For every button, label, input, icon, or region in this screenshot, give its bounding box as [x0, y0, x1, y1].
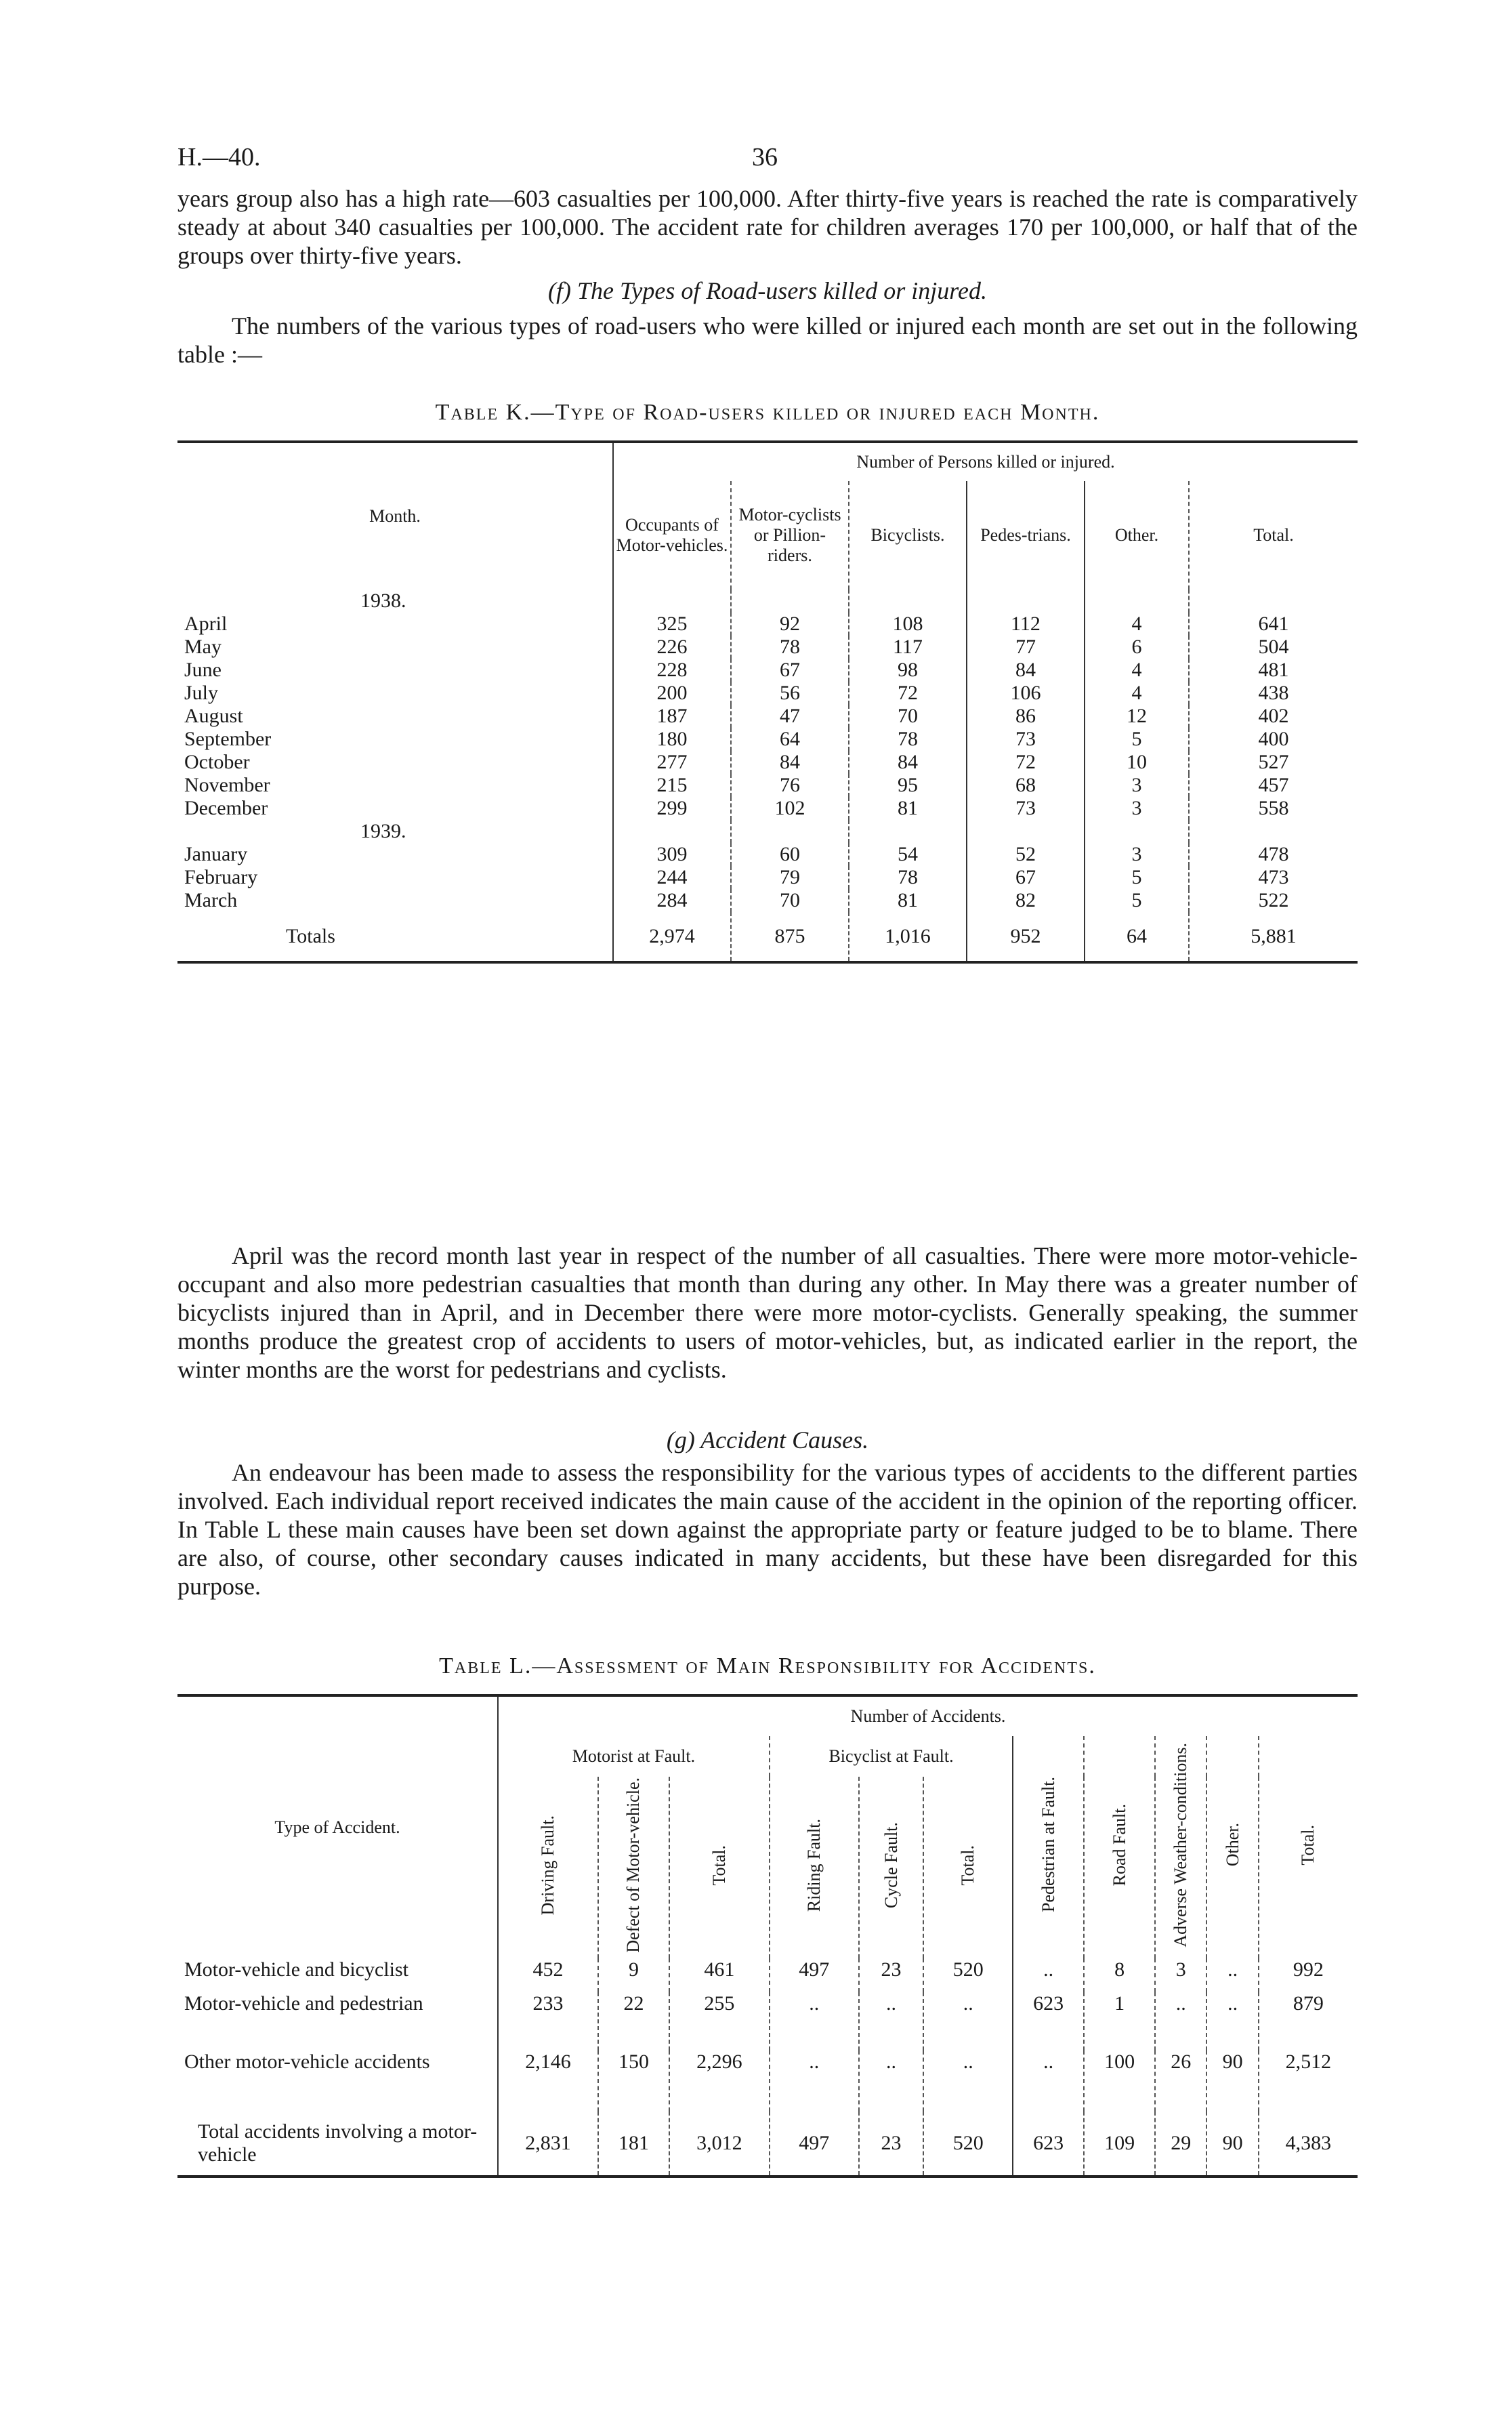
- year-label: 1938.: [360, 590, 406, 612]
- table-l: [177, 1694, 1358, 2178]
- month-cell: July: [184, 682, 219, 704]
- cell: 1,016: [849, 912, 967, 962]
- cell: 12: [1085, 705, 1189, 728]
- cell: 3: [1085, 774, 1189, 797]
- col-adverse-weather: Adverse Weather-conditions.: [1155, 1736, 1206, 1958]
- motorist-header: Motorist at Fault.: [498, 1736, 770, 1777]
- cell: 299: [613, 797, 731, 820]
- cell: 106: [967, 682, 1085, 705]
- col-other: Other.: [1085, 481, 1189, 590]
- cell: ..: [770, 1992, 859, 2050]
- col-cycle-fault: Cycle Fault.: [859, 1777, 924, 1958]
- cell: 325: [613, 613, 731, 636]
- cell: 6: [1085, 636, 1189, 659]
- after-table-k-paragraph: April was the record month last year in respect of the number of all casualties. There were more motor-vehicle-occupant and also more pedestrian casualties that month than during any other. In May there was a greater number of bicyclists injured than in April, and in December there were more motor-cyclists. Generally speaking, the summer months produce the greatest crop of accidents to users of motor-vehicles, but, as indicated earlier in the report, the winter months are the worst for pedestrians and cyclists.: [177, 1242, 1358, 1383]
- table-row: [177, 889, 1358, 912]
- cell: 23: [859, 2111, 924, 2177]
- table-row: [177, 797, 1358, 820]
- cell: 90: [1206, 2050, 1258, 2111]
- cell: 67: [731, 659, 849, 682]
- month-cell: February: [184, 866, 258, 888]
- col-motorcyclists: Motor-cyclists or Pillion-riders.: [731, 481, 849, 590]
- cell: 150: [598, 2050, 669, 2111]
- col-motorist-total: Total.: [669, 1777, 770, 1958]
- cell: 26: [1155, 2050, 1206, 2111]
- cell: 558: [1189, 797, 1358, 820]
- cell: 68: [967, 774, 1085, 797]
- cell: ..: [1013, 1958, 1084, 1992]
- cell: 4: [1085, 659, 1189, 682]
- type-cell: Motor-vehicle and bicyclist: [184, 1958, 408, 1981]
- cell: 84: [967, 659, 1085, 682]
- table-row: [177, 1992, 1358, 2050]
- cell: 109: [1084, 2111, 1155, 2177]
- cell: 520: [923, 2111, 1013, 2177]
- table-row: [177, 843, 1358, 866]
- page-number: 36: [752, 143, 778, 171]
- cell: 228: [613, 659, 731, 682]
- cell: 2,974: [613, 912, 731, 962]
- cell: 461: [669, 1958, 770, 1992]
- cell: 200: [613, 682, 731, 705]
- cell: ..: [859, 2050, 924, 2111]
- cell: ..: [923, 2050, 1013, 2111]
- month-cell: December: [184, 797, 268, 819]
- cell: 72: [849, 682, 967, 705]
- cell: 497: [770, 1958, 859, 1992]
- section-f-heading: (f) The Types of Road-users killed or injured.: [548, 277, 987, 304]
- section-g-heading: (g) Accident Causes.: [666, 1426, 869, 1454]
- cell: 5: [1085, 728, 1189, 751]
- cell: 117: [849, 636, 967, 659]
- cell: 4,383: [1259, 2111, 1358, 2177]
- cell: 8: [1084, 1958, 1155, 1992]
- section-g-text: An endeavour has been made to assess the responsibility for the various types of accidents to the different parties involved. Each individual report received indicates the main cause of the accident in the opinion of the reporting officer. In Table L these main causes have been set down against the appropriate party or feature judged to be to blame. There are also, of course, other secondary causes indicated in many accidents, but these have been disregarded for this purpose.: [177, 1459, 1358, 1600]
- cell: 76: [731, 774, 849, 797]
- month-cell: May: [184, 636, 222, 658]
- col-pedestrians: Pedes-trians.: [967, 481, 1085, 590]
- cell: 67: [967, 866, 1085, 889]
- cell: 81: [849, 889, 967, 912]
- cell: 473: [1189, 866, 1358, 889]
- cell: 522: [1189, 889, 1358, 912]
- cell: 879: [1259, 1992, 1358, 2050]
- cell: 478: [1189, 843, 1358, 866]
- col-total: Total.: [1259, 1736, 1358, 1958]
- cell: 73: [967, 797, 1085, 820]
- table-row: [177, 774, 1358, 797]
- cell: 2,146: [498, 2050, 598, 2111]
- cell: 3,012: [669, 2111, 770, 2177]
- table-row: [177, 751, 1358, 774]
- cell: 81: [849, 797, 967, 820]
- month-cell: March: [184, 889, 238, 911]
- cell: 77: [967, 636, 1085, 659]
- cell: 309: [613, 843, 731, 866]
- cell: 3: [1085, 843, 1189, 866]
- cell: 520: [923, 1958, 1013, 1992]
- cell: 481: [1189, 659, 1358, 682]
- table-row: [177, 636, 1358, 659]
- type-cell: Other motor-vehicle accidents: [184, 2050, 430, 2073]
- col-total: Total.: [1189, 481, 1358, 590]
- table-l-caption: Table L.—Assessment of Main Responsibility for Accidents.: [439, 1653, 1096, 1678]
- cell: ..: [1206, 1992, 1258, 2050]
- type-header: Type of Accident.: [274, 1817, 400, 1837]
- cell: 108: [849, 613, 967, 636]
- cell: 112: [967, 613, 1085, 636]
- cell: 400: [1189, 728, 1358, 751]
- cell: 215: [613, 774, 731, 797]
- cell: 402: [1189, 705, 1358, 728]
- cell: 5,881: [1189, 912, 1358, 962]
- cell: 1: [1084, 1992, 1155, 2050]
- cell: 5: [1085, 866, 1189, 889]
- cell: 78: [731, 636, 849, 659]
- totals-row: [177, 912, 1358, 962]
- totals-row: [177, 2111, 1358, 2177]
- col-pedestrian-fault: Pedestrian at Fault.: [1013, 1736, 1084, 1958]
- cell: 23: [859, 1958, 924, 1992]
- table-row: [177, 682, 1358, 705]
- cell: 277: [613, 751, 731, 774]
- cell: 98: [849, 659, 967, 682]
- cell: 226: [613, 636, 731, 659]
- cell: 233: [498, 1992, 598, 2050]
- cell: 244: [613, 866, 731, 889]
- cell: 90: [1206, 2111, 1258, 2177]
- cell: 2,512: [1259, 2050, 1358, 2111]
- cell: 3: [1085, 797, 1189, 820]
- cell: 64: [731, 728, 849, 751]
- cell: 64: [1085, 912, 1189, 962]
- month-header: Month.: [369, 506, 421, 526]
- cell: 29: [1155, 2111, 1206, 2177]
- cell: 72: [967, 751, 1085, 774]
- cell: 2,831: [498, 2111, 598, 2177]
- cell: 92: [731, 613, 849, 636]
- month-cell: April: [184, 613, 228, 635]
- col-occupants: Occupants of Motor-vehicles.: [613, 481, 731, 590]
- cell: 60: [731, 843, 849, 866]
- cell: ..: [1155, 1992, 1206, 2050]
- month-cell: September: [184, 728, 272, 750]
- cell: 70: [731, 889, 849, 912]
- cell: 187: [613, 705, 731, 728]
- section-f-text: The numbers of the various types of road-users who were killed or injured each month are set out in the following table :—: [177, 312, 1358, 368]
- table-row: [177, 866, 1358, 889]
- table-row: [177, 659, 1358, 682]
- table-k: [177, 440, 1358, 964]
- bicyclist-header: Bicyclist at Fault.: [770, 1736, 1013, 1777]
- col-bicyclist-total: Total.: [923, 1777, 1013, 1958]
- cell: ..: [770, 2050, 859, 2111]
- cell: 875: [731, 912, 849, 962]
- cell: 73: [967, 728, 1085, 751]
- month-cell: June: [184, 659, 222, 681]
- cell: ..: [923, 1992, 1013, 2050]
- cell: 54: [849, 843, 967, 866]
- cell: 5: [1085, 889, 1189, 912]
- cell: 10: [1085, 751, 1189, 774]
- accidents-group-header: Number of Accidents.: [498, 1695, 1358, 1736]
- cell: 457: [1189, 774, 1358, 797]
- cell: 9: [598, 1958, 669, 1992]
- cell: 47: [731, 705, 849, 728]
- cell: 86: [967, 705, 1085, 728]
- cell: 84: [849, 751, 967, 774]
- totals-label: Totals: [286, 925, 335, 947]
- table-k-caption: Table K.—Type of Road-users killed or injured each Month.: [435, 400, 1100, 425]
- totals-label: Total accidents involving a motor-vehicle: [198, 2120, 478, 2166]
- cell: 84: [731, 751, 849, 774]
- col-bicyclists: Bicyclists.: [849, 481, 967, 590]
- table-row: [177, 2050, 1358, 2111]
- cell: 181: [598, 2111, 669, 2177]
- cell: 497: [770, 2111, 859, 2177]
- cell: 284: [613, 889, 731, 912]
- cell: 623: [1013, 2111, 1084, 2177]
- cell: 255: [669, 1992, 770, 2050]
- table-row: [177, 728, 1358, 751]
- cell: ..: [1206, 1958, 1258, 1992]
- cell: 56: [731, 682, 849, 705]
- table-row: [177, 705, 1358, 728]
- cell: ..: [859, 1992, 924, 2050]
- cell: 180: [613, 728, 731, 751]
- document-code: H.—40.: [177, 143, 261, 171]
- col-riding-fault: Riding Fault.: [770, 1777, 859, 1958]
- month-cell: January: [184, 843, 248, 865]
- month-cell: November: [184, 774, 270, 796]
- month-cell: October: [184, 751, 250, 773]
- cell: 504: [1189, 636, 1358, 659]
- cell: 100: [1084, 2050, 1155, 2111]
- table-row: [177, 613, 1358, 636]
- cell: 4: [1085, 682, 1189, 705]
- persons-group-header: Number of Persons killed or injured.: [613, 442, 1358, 481]
- cell: 79: [731, 866, 849, 889]
- cell: 952: [967, 912, 1085, 962]
- year-label: 1939.: [360, 820, 406, 842]
- cell: 438: [1189, 682, 1358, 705]
- cell: 78: [849, 728, 967, 751]
- cell: 78: [849, 866, 967, 889]
- cell: 2,296: [669, 2050, 770, 2111]
- cell: 102: [731, 797, 849, 820]
- intro-paragraph: years group also has a high rate—603 casualties per 100,000. After thirty-five years is reached the rate is comparatively steady at about 340 casualties per 100,000. The accident rate for children averages 170 per 100,000, or half that of the groups over thirty-five years.: [177, 185, 1358, 269]
- table-row: [177, 1958, 1358, 1992]
- cell: 4: [1085, 613, 1189, 636]
- cell: 70: [849, 705, 967, 728]
- col-other: Other.: [1206, 1736, 1258, 1958]
- cell: 3: [1155, 1958, 1206, 1992]
- col-driving-fault: Driving Fault.: [498, 1777, 598, 1958]
- month-cell: August: [184, 705, 243, 727]
- col-road-fault: Road Fault.: [1084, 1736, 1155, 1958]
- cell: 52: [967, 843, 1085, 866]
- cell: ..: [1013, 2050, 1084, 2111]
- cell: 22: [598, 1992, 669, 2050]
- cell: 641: [1189, 613, 1358, 636]
- cell: 623: [1013, 1992, 1084, 2050]
- cell: 95: [849, 774, 967, 797]
- cell: 82: [967, 889, 1085, 912]
- type-cell: Motor-vehicle and pedestrian: [184, 1992, 423, 2015]
- cell: 992: [1259, 1958, 1358, 1992]
- cell: 452: [498, 1958, 598, 1992]
- col-defect-vehicle: Defect of Motor-vehicle.: [598, 1777, 669, 1958]
- cell: 527: [1189, 751, 1358, 774]
